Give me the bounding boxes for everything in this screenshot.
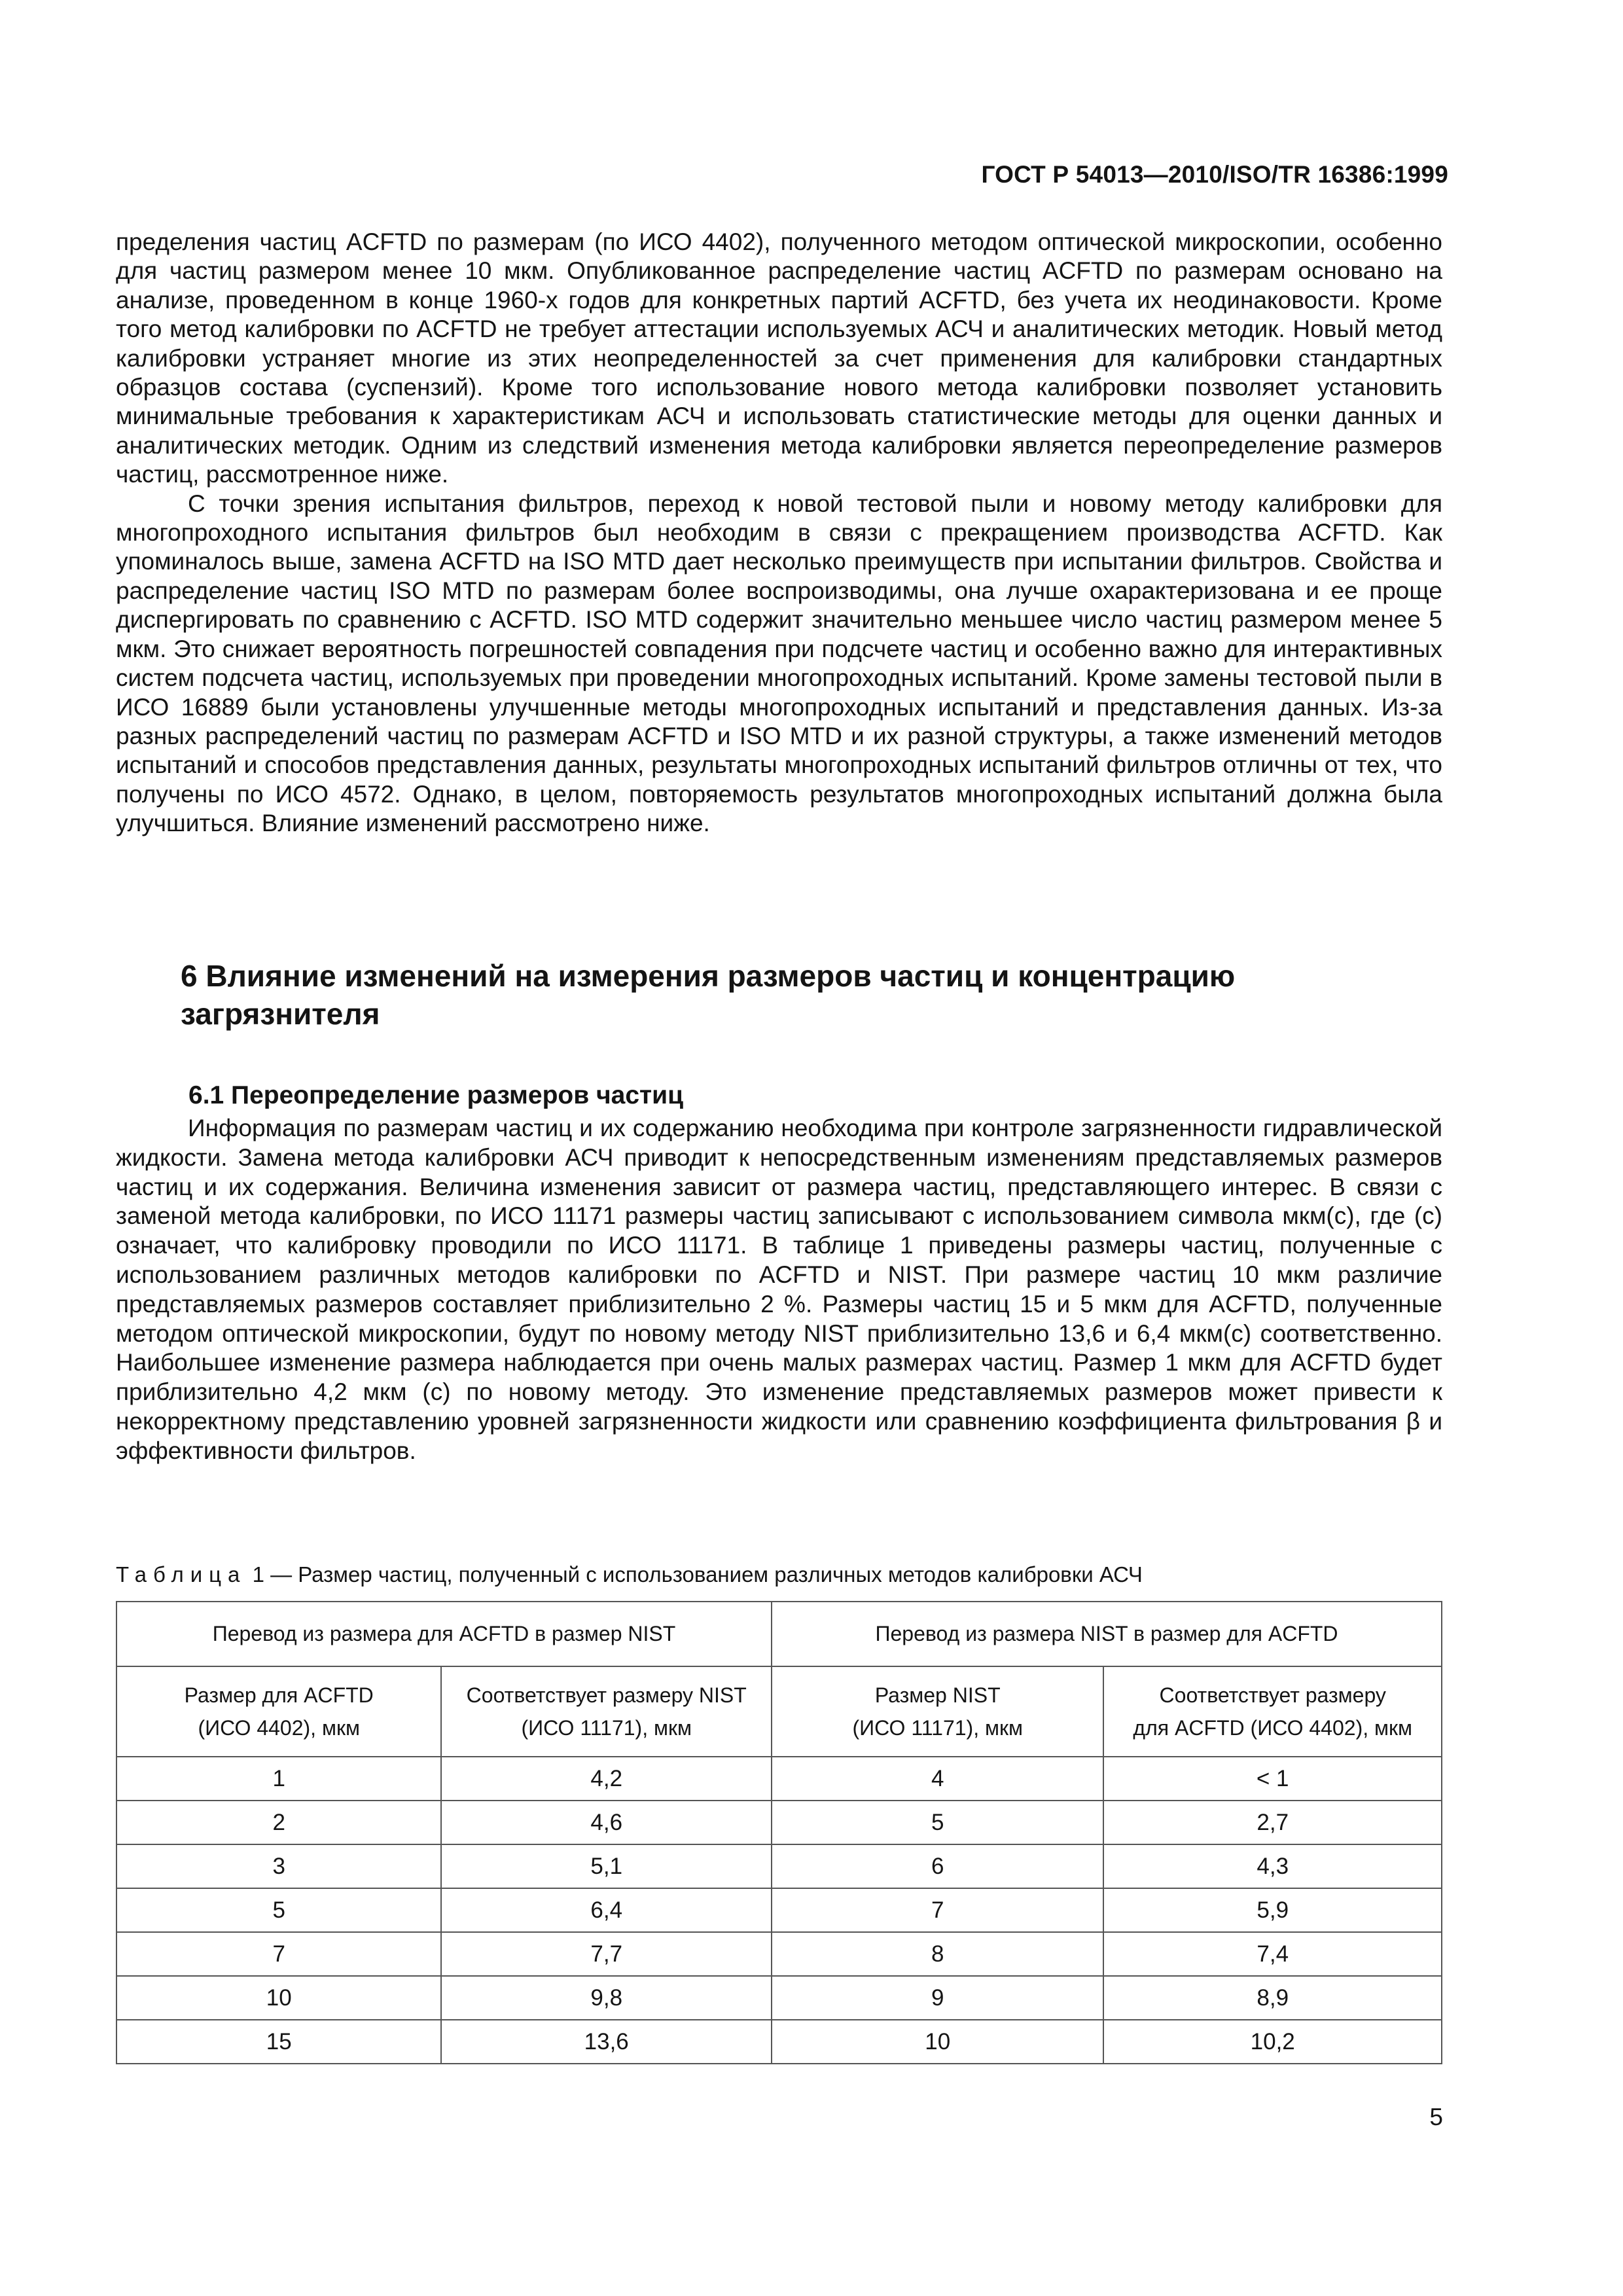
- table-cell: 10,2: [1103, 2020, 1442, 2064]
- table-cell: 4,6: [441, 1801, 772, 1844]
- subsection-title: 6.1 Переопределение размеров частиц: [188, 1081, 684, 1109]
- table-row: [116, 1976, 1442, 2020]
- section-title: 6 Влияние изменений на измерения размеров частиц и концентрацию загрязнителя: [181, 959, 1236, 1031]
- table-row: [116, 1801, 1442, 1844]
- table-cell: 6,4: [441, 1888, 772, 1932]
- table-cell: < 1: [1103, 1757, 1442, 1801]
- table-cell: 4: [772, 1757, 1103, 1801]
- calibration-table: [116, 1601, 1442, 2064]
- group-header-nist-to-acftd: Перевод из размера NIST в размер для ACFTD: [772, 1602, 1442, 1666]
- table-cell: 10: [772, 2020, 1103, 2064]
- table-caption: [116, 1562, 1143, 1588]
- paragraph-continued: пределения частиц ACFTD по размерам (по ИСО 4402), полученного методом оптической микроскопии, особенно для частиц размером менее 10 мкм. Опубликованное распределение частиц ACFTD по размерам основано на анализе, проведенном в конце 1960-х годов для конкретных партий ACFTD, без учета их неодинаковости. Кроме того метод калибровки по ACFTD не требует аттестации используемых АСЧ и аналитических методик. Новый метод калибровки устраняет многие из этих неопределенностей за счет применения для калибровки стандартных образцов состава (суспензий). Кроме того использование нового метода калибровки позволяет установить минимальные требования к характеристикам АСЧ и использовать статистические методы для оценки данных и аналитических методик. Одним из следствий изменения метода калибровки является переопределение размеров частиц, рассмотренное ниже.: [116, 228, 1442, 488]
- table-cell: 4,2: [441, 1757, 772, 1801]
- table-caption-label: Таблица: [116, 1562, 247, 1587]
- table-cell: 7,7: [441, 1932, 772, 1976]
- column-header: Соответствует размеру NIST (ИСО 11171), мкм: [441, 1666, 772, 1757]
- table-cell: 5: [772, 1801, 1103, 1844]
- paragraph-filter-testing: С точки зрения испытания фильтров, переход к новой тестовой пыли и новому методу калибровки для многопроходного испытания фильтров был необходим в связи с прекращением производства ACFTD. Как упоминалось выше, замена ACFTD на ISO MTD дает несколько преимуществ при испытании фильтров. Свойства и распределение частиц ISO MTD по размерам более воспроизводимы, она лучше охарактеризована и ее проще диспергировать по сравнению с ACFTD. ISO MTD содержит значительно меньшее число частиц размером менее 5 мкм. Это снижает вероятность погрешностей совпадения при подсчете частиц и особенно важно для интерактивных систем подсчета частиц, используемых при проведении многопроходных испытаний. Кроме замены тестовой пыли в ИСО 16889 были установлены улучшенные методы многопроходных испытаний и представления данных. Из-за разных распределений частиц по размерам ACFTD и ISO MTD и их разной структуры, а также изменений методов испытаний и способов представления данных, результаты многопроходных испытаний фильтров отличны от тех, что получены по ИСО 4572. Однако, в целом, повторяемость результатов многопроходных испытаний должна была улучшиться. Влияние изменений рассмотрено ниже.: [116, 490, 1442, 837]
- table-cell: 7: [772, 1888, 1103, 1932]
- page-number: 5: [1429, 2104, 1443, 2130]
- table-cell: 3: [116, 1844, 441, 1888]
- table-cell: 10: [116, 1976, 441, 2020]
- table-cell: 6: [772, 1844, 1103, 1888]
- table-cell: 4,3: [1103, 1844, 1442, 1888]
- table-row: [116, 1888, 1442, 1932]
- table-cell: 2,7: [1103, 1801, 1442, 1844]
- table-cell: 1: [116, 1757, 441, 1801]
- paragraph-particle-sizes: Информация по размерам частиц и их содержанию необходима при контроле загрязненности гидравлической жидкости. Замена метода калибровки АСЧ приводит к непосредственным изменениям представляемых размеров частиц и их содержания. Величина изменения зависит от размера частиц, представляющего интерес. В связи с заменой метода калибровки, по ИСО 11171 размеры частиц записывают с использованием символа мкм(с), где (с) означает, что калибровку проводили по ИСО 11171. В таблице 1 приведены размеры частиц, полученные с использованием различных методов калибровки по ACFTD и NIST. При размере частиц 10 мкм различие представляемых размеров составляет приблизительно 2 %. Размеры частиц 15 и 5 мкм для ACFTD, полученные методом оптической микроскопии, будут по новому методу NIST приблизительно 13,6 и 6,4 мкм(с) соответственно. Наибольшее изменение размера наблюдается при очень малых размерах частиц. Размер 1 мкм для ACFTD будет приблизительно 4,2 мкм (с) по новому методу. Это изменение представляемых размеров может привести к некорректному представлению уровней загрязненности жидкости или сравнению коэффициента фильтрования β и эффективности фильтров.: [116, 1115, 1442, 1464]
- table-cell: 8: [772, 1932, 1103, 1976]
- column-header: Соответствует размеру для ACFTD (ИСО 4402), мкм: [1103, 1666, 1442, 1757]
- table-cell: 8,9: [1103, 1976, 1442, 2020]
- table-caption-text: 1 — Размер частиц, полученный с использованием различных методов калибровки АСЧ: [252, 1562, 1143, 1587]
- table-cell: 5,9: [1103, 1888, 1442, 1932]
- table-row: [116, 1757, 1442, 1801]
- table-cell: 7,4: [1103, 1932, 1442, 1976]
- table-cell: 2: [116, 1801, 441, 1844]
- table-cell: 7: [116, 1932, 441, 1976]
- table-column-header-row: [116, 1666, 1442, 1757]
- body-text-top: [116, 228, 1442, 838]
- document-code-header: ГОСТ Р 54013—2010/ISO/TR 16386:1999: [981, 161, 1448, 188]
- table-cell: 5,1: [441, 1844, 772, 1888]
- table-cell: 5: [116, 1888, 441, 1932]
- column-header: Размер для ACFTD (ИСО 4402), мкм: [116, 1666, 441, 1757]
- group-header-acftd-to-nist: Перевод из размера для ACFTD в размер NIST: [116, 1602, 772, 1666]
- column-header: Размер NIST (ИСО 11171), мкм: [772, 1666, 1103, 1757]
- table-row: [116, 1932, 1442, 1976]
- table-cell: 15: [116, 2020, 441, 2064]
- body-text-section: [116, 1114, 1442, 1466]
- table-row: [116, 1844, 1442, 1888]
- table-row: [116, 2020, 1442, 2064]
- table-cell: 9: [772, 1976, 1103, 2020]
- table-cell: 9,8: [441, 1976, 772, 2020]
- table-cell: 13,6: [441, 2020, 772, 2064]
- table-group-header-row: [116, 1602, 1442, 1666]
